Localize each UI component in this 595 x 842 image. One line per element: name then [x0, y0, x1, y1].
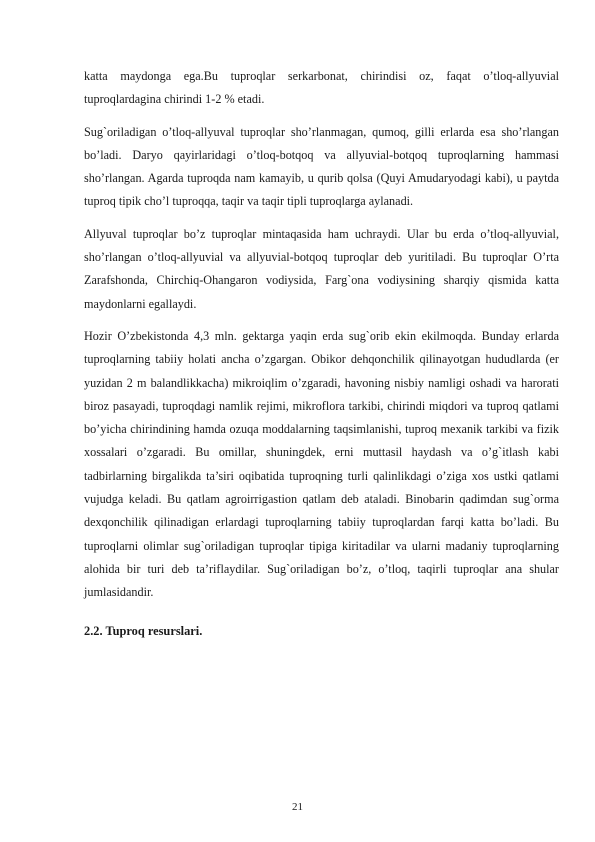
paragraph-alluvial-soils: Allyuval tuproqlar bo’z tuproqlar mintaqasida ham uchraydi. Ular bu erda o’tloq-allyuvial, sho’rlangan o’tloq-allyuvial va allyuvial-botqoq tuproqlar deb yuritiladi. Bu tuproqlar O’rta Zarafshonda, Chirchiq-Ohangaron vodiysida, Farg`ona vodiysining sharqiy qismida katta maydonlarni egallaydi. — [84, 226, 559, 311]
paragraph-uzbekistan-irrigation: Hozir O’zbekistonda 4,3 mln. gektarga yaqin erda sug`orib ekin ekilmoqda. Bunday erlarda tuproqlarning tabiiy holati ancha o’zgargan. Obikor dehqonchilik qilinayotgan hududlarda (er yuzidan 2 m balandlikkacha) mikroiqlim o’zgaradi, havoning nisbiy namligi oshadi va harorati biroz pasayadi, tuproqdagi namlik rejimi, mikroflora tarkibi, chirindi miqdori va tuproq qatlami bo’yicha chirindining hamda ozuqa moddalarning taqsimlanishi, tuproq mexanik tarkibi va fizik xossalari o’zgaradi. Bu omillar, shuningdek, erni muttasil haydash va o’g`itlash kabi tadbirlarning birgalikda ta’siri oqibatida tuproqning turli qalinlikdagi o’ziga xos ustki qatlami vujudga keladi. Bu qatlam agroirrigastion qatlam deb ataladi. Binobarin qadimdan sug`orma dexqonchilik qilinadigan erlardagi tuproqlarning tabiiy tuproqlardan farqi katta bo’ladi. Bu tuproqlarni olimlar sug`oriladigan tuproqlar tipiga kiritadilar va ularni madaniy tuproqlarning alohida bir turi deb ta’riflaydilar. Sug`oriladigan bo’z, o’tloq, taqirli tuproqlar ana shular jumlasidandir. — [84, 328, 559, 600]
page-number: 21 — [292, 801, 303, 813]
section-heading: 2.2. Tuproq resurslari. — [84, 623, 203, 638]
body-text — [84, 65, 559, 643]
paragraph-soil-carbonate: katta maydonga ega.Bu tuproqlar serkarbonat, chirindisi oz, faqat o’tloq-allyuvial tuproqlardagina chirindi 1-2 % etadi. — [84, 69, 559, 107]
paragraph-irrigated-soils: Sug`oriladigan o’tloq-allyuval tuproqlar sho’rlanmagan, qumoq, gilli erlarda esa sho’rlangan bo’ladi. Daryo qayirlaridagi o’tloq-botqoq va allyuvial-botqoq tuproqlarning hammasi sho’rlangan. Agarda tuproqda nam kamayib, u qurib qolsa (Quyi Amudaryodagi kabi), u paytda tuproq tipik cho’l tuproqqa, taqir va taqir tipli tuproqlarga aylanadi. — [84, 124, 559, 209]
